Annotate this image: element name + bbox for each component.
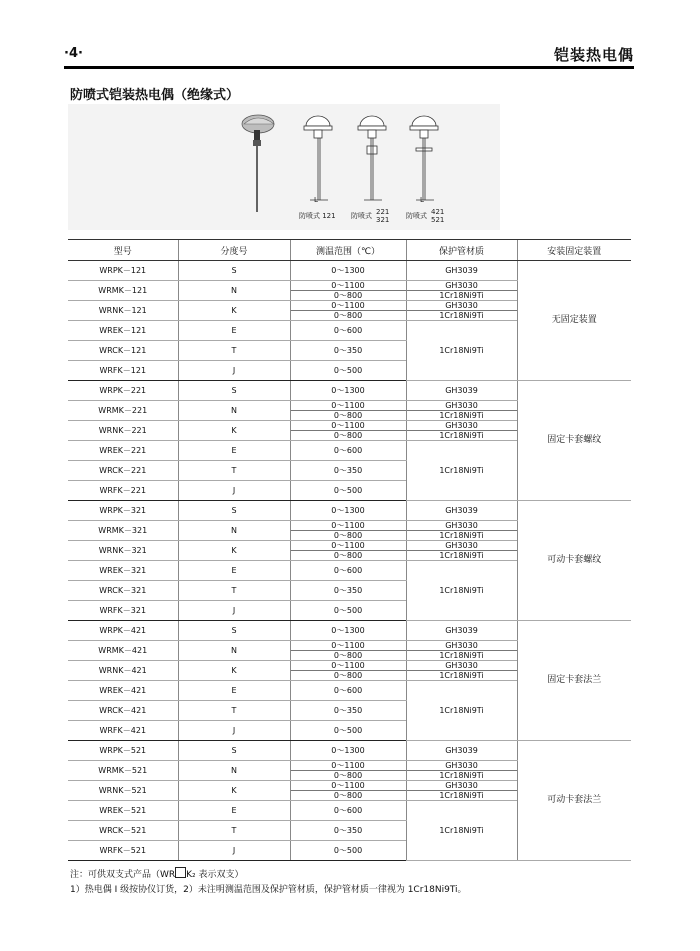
range-cell: 0～500 [290, 601, 406, 621]
section-title: 防喷式铠装热电偶（绝缘式） [70, 88, 240, 103]
graduation-cell: N [178, 761, 290, 781]
material-cell-upper: GH3030 [407, 401, 517, 411]
spec-table-body [68, 261, 631, 861]
model-cell: WRCK－221 [68, 461, 178, 481]
range-cell-lower: 0～800 [333, 311, 363, 320]
graduation-cell: K [178, 421, 290, 441]
page-header [64, 44, 634, 68]
graduation-cell: J [178, 601, 290, 621]
spec-table [68, 239, 631, 861]
mount-cell: 固定卡套法兰 [517, 621, 631, 741]
range-cell-upper: 0～1100 [291, 661, 406, 671]
material-cell-lower: 1Cr18Ni9Ti [439, 411, 484, 420]
material-cell-shared: 1Cr18Ni9Ti [406, 801, 517, 861]
material-cell-upper: GH3030 [407, 661, 517, 671]
range-cell-upper: 0～1100 [291, 401, 406, 411]
range-cell: 0～1300 [290, 501, 406, 521]
graduation-cell: T [178, 821, 290, 841]
model-cell: WREK－321 [68, 561, 178, 581]
range-cell [290, 421, 406, 441]
model-cell: WREK－221 [68, 441, 178, 461]
material-cell [406, 421, 517, 441]
graduation-cell: J [178, 841, 290, 861]
material-cell [406, 761, 517, 781]
header-mount: 安装固定装置 [517, 240, 631, 261]
drawing-221-321 [358, 116, 386, 200]
graduation-cell: S [178, 501, 290, 521]
material-cell-upper: GH3030 [407, 781, 517, 791]
material-cell: GH3039 [406, 261, 517, 281]
model-cell: WRPK－421 [68, 621, 178, 641]
range-cell [290, 761, 406, 781]
model-cell: WRMK－121 [68, 281, 178, 301]
material-cell: GH3039 [406, 621, 517, 641]
range-cell-lower: 0～800 [333, 551, 363, 560]
material-cell [406, 641, 517, 661]
material-cell-upper: GH3030 [407, 521, 517, 531]
header-graduation: 分度号 [178, 240, 290, 261]
range-cell [290, 781, 406, 801]
placeholder-box-icon [175, 867, 186, 878]
dim-l-421: L [420, 196, 424, 204]
graduation-cell: T [178, 461, 290, 481]
table-row [68, 741, 631, 761]
graduation-cell: J [178, 361, 290, 381]
range-cell-upper: 0～1100 [291, 421, 406, 431]
material-cell-upper: GH3030 [407, 421, 517, 431]
graduation-cell: T [178, 581, 290, 601]
range-cell [290, 401, 406, 421]
range-cell-lower: 0～800 [333, 411, 363, 420]
range-cell: 0～600 [290, 321, 406, 341]
graduation-cell: E [178, 561, 290, 581]
graduation-cell: K [178, 301, 290, 321]
graduation-cell: T [178, 341, 290, 361]
material-cell-shared: 1Cr18Ni9Ti [406, 681, 517, 741]
material-cell [406, 301, 517, 321]
note-1-part-b: K₂ 表示双支） [186, 870, 244, 880]
model-cell: WRPK－521 [68, 741, 178, 761]
graduation-cell: T [178, 701, 290, 721]
header-rule [64, 66, 634, 69]
graduation-cell: N [178, 641, 290, 661]
range-cell: 0～600 [290, 561, 406, 581]
material-cell [406, 661, 517, 681]
model-cell: WRCK－121 [68, 341, 178, 361]
material-cell: GH3039 [406, 381, 517, 401]
range-cell: 0～600 [290, 681, 406, 701]
range-cell-upper: 0～1100 [291, 781, 406, 791]
graduation-cell: E [178, 801, 290, 821]
note-line-1 [70, 867, 467, 883]
model-cell: WRCK－421 [68, 701, 178, 721]
material-cell-lower: 1Cr18Ni9Ti [439, 671, 484, 680]
range-cell: 0～1300 [290, 381, 406, 401]
caption-421-prefix: 防喷式 [406, 212, 427, 220]
range-cell: 0～1300 [290, 621, 406, 641]
range-cell [290, 281, 406, 301]
range-cell [290, 301, 406, 321]
range-cell-lower: 0～800 [333, 671, 363, 680]
range-cell: 0～350 [290, 341, 406, 361]
material-cell-upper: GH3030 [407, 541, 517, 551]
model-cell: WRFK－221 [68, 481, 178, 501]
model-cell: WRFK－421 [68, 721, 178, 741]
material-cell: GH3039 [406, 501, 517, 521]
notes [70, 867, 467, 898]
drawing-421-521 [410, 116, 438, 200]
range-cell-upper: 0～1100 [291, 541, 406, 551]
range-cell-upper: 0～1100 [291, 641, 406, 651]
graduation-cell: K [178, 541, 290, 561]
range-cell-lower: 0～800 [333, 791, 363, 800]
mount-cell: 固定卡套螺纹 [517, 381, 631, 501]
caption-421: 421 [431, 208, 445, 216]
material-cell-upper: GH3030 [407, 641, 517, 651]
graduation-cell: E [178, 681, 290, 701]
model-cell: WRPK－321 [68, 501, 178, 521]
graduation-cell: K [178, 781, 290, 801]
material-cell-lower: 1Cr18Ni9Ti [439, 431, 484, 440]
material-cell-upper: GH3030 [407, 281, 517, 291]
table-row [68, 381, 631, 401]
range-cell: 0～350 [290, 701, 406, 721]
graduation-cell: S [178, 261, 290, 281]
material-cell-upper: GH3030 [407, 301, 517, 311]
model-cell: WRPK－221 [68, 381, 178, 401]
graduation-cell: S [178, 741, 290, 761]
material-cell [406, 401, 517, 421]
range-cell-upper: 0～1100 [291, 761, 406, 771]
range-cell [290, 641, 406, 661]
table-row [68, 621, 631, 641]
graduation-cell: J [178, 481, 290, 501]
range-cell-upper: 0～1100 [291, 301, 406, 311]
model-cell: WRNK－421 [68, 661, 178, 681]
range-cell-lower: 0～800 [333, 531, 363, 540]
model-cell: WRCK－521 [68, 821, 178, 841]
caption-321: 321 [376, 216, 390, 224]
material-cell-lower: 1Cr18Ni9Ti [439, 651, 484, 660]
material-cell-lower: 1Cr18Ni9Ti [439, 291, 484, 300]
range-cell: 0～500 [290, 841, 406, 861]
range-cell: 0～350 [290, 581, 406, 601]
note-1-part-a: 注：可供双支式产品（WR [70, 870, 176, 880]
note-line-2: 1）热电偶 I 级按协仪订货，2）未注明测温范围及保护管材质，保护管材质一律视为 1Cr18Ni9Ti。 [70, 885, 467, 895]
page-number: ·4· [64, 46, 83, 61]
range-cell-upper: 0～1100 [291, 521, 406, 531]
range-cell: 0～500 [290, 481, 406, 501]
model-cell: WREK－121 [68, 321, 178, 341]
table-row [68, 261, 631, 281]
graduation-cell: N [178, 521, 290, 541]
model-cell: WRMK－521 [68, 761, 178, 781]
range-cell-lower: 0～800 [333, 431, 363, 440]
header-model: 型号 [68, 240, 178, 261]
caption-121: 防喷式 121 [299, 212, 336, 220]
material-cell-shared: 1Cr18Ni9Ti [406, 441, 517, 501]
material-cell-lower: 1Cr18Ni9Ti [439, 771, 484, 780]
range-cell: 0～350 [290, 821, 406, 841]
header-title: 铠装热电偶 [553, 46, 634, 64]
model-cell: WRFK－121 [68, 361, 178, 381]
material-cell-shared: 1Cr18Ni9Ti [406, 561, 517, 621]
product-figure [68, 104, 500, 230]
model-cell: WREK－521 [68, 801, 178, 821]
graduation-cell: E [178, 441, 290, 461]
model-cell: WRCK－321 [68, 581, 178, 601]
graduation-cell: S [178, 621, 290, 641]
range-cell-lower: 0～800 [333, 291, 363, 300]
drawing-121 [304, 116, 332, 200]
model-cell: WRMK－221 [68, 401, 178, 421]
graduation-cell: N [178, 401, 290, 421]
material-cell: GH3039 [406, 741, 517, 761]
table-row [68, 501, 631, 521]
range-cell: 0～350 [290, 461, 406, 481]
material-cell-lower: 1Cr18Ni9Ti [439, 791, 484, 800]
model-cell: WRNK－521 [68, 781, 178, 801]
range-cell: 0～600 [290, 801, 406, 821]
model-cell: WRMK－321 [68, 521, 178, 541]
model-cell: WRPK－121 [68, 261, 178, 281]
range-cell: 0～1300 [290, 261, 406, 281]
model-cell: WRFK－321 [68, 601, 178, 621]
mount-cell: 可动卡套法兰 [517, 741, 631, 861]
graduation-cell: S [178, 381, 290, 401]
material-cell [406, 281, 517, 301]
material-cell-shared: 1Cr18Ni9Ti [406, 321, 517, 381]
range-cell: 0～600 [290, 441, 406, 461]
graduation-cell: E [178, 321, 290, 341]
range-cell-lower: 0～800 [333, 651, 363, 660]
material-cell-upper: GH3030 [407, 761, 517, 771]
header-range: 测温范围（℃） [290, 240, 406, 261]
header-material: 保护管材质 [406, 240, 517, 261]
graduation-cell: K [178, 661, 290, 681]
mount-cell: 可动卡套螺纹 [517, 501, 631, 621]
product-photo [242, 115, 274, 212]
range-cell: 0～500 [290, 721, 406, 741]
material-cell [406, 521, 517, 541]
model-cell: WRMK－421 [68, 641, 178, 661]
material-cell [406, 781, 517, 801]
range-cell: 0～500 [290, 361, 406, 381]
model-cell: WRNK－121 [68, 301, 178, 321]
model-cell: WRNK－321 [68, 541, 178, 561]
range-cell: 0～1300 [290, 741, 406, 761]
caption-221-prefix: 防喷式 [351, 212, 372, 220]
range-cell-upper: 0～1100 [291, 281, 406, 291]
material-cell-lower: 1Cr18Ni9Ti [439, 531, 484, 540]
caption-521: 521 [431, 216, 445, 224]
mount-cell: 无固定装置 [517, 261, 631, 381]
range-cell [290, 661, 406, 681]
model-cell: WRFK－521 [68, 841, 178, 861]
model-cell: WRNK－221 [68, 421, 178, 441]
model-cell: WREK－421 [68, 681, 178, 701]
material-cell [406, 541, 517, 561]
table-header-row [68, 240, 631, 261]
range-cell [290, 541, 406, 561]
caption-221: 221 [376, 208, 390, 216]
range-cell-lower: 0～800 [333, 771, 363, 780]
dim-l-121: L [314, 196, 318, 204]
range-cell [290, 521, 406, 541]
graduation-cell: N [178, 281, 290, 301]
material-cell-lower: 1Cr18Ni9Ti [439, 311, 484, 320]
graduation-cell: J [178, 721, 290, 741]
material-cell-lower: 1Cr18Ni9Ti [439, 551, 484, 560]
